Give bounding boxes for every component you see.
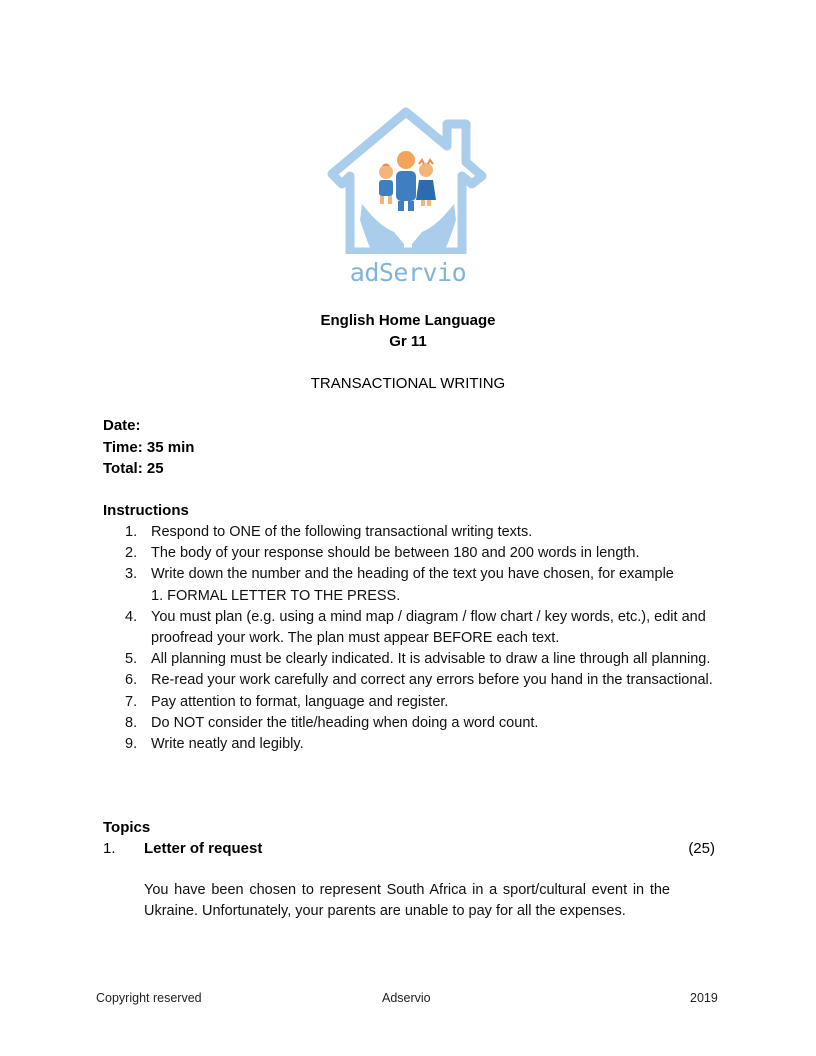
- instruction-number: 1.: [125, 524, 138, 540]
- instruction-item: [103, 607, 715, 649]
- house-family-hands-icon: [322, 104, 494, 254]
- instruction-item: [103, 734, 715, 755]
- document-title: TRANSACTIONAL WRITING: [310, 375, 506, 392]
- footer-brand: Adservio: [382, 991, 431, 1005]
- instruction-text: The body of your response should be between 180 and 200 words in length.: [151, 545, 640, 562]
- instruction-number: 8.: [125, 714, 138, 731]
- instruction-number: 7.: [125, 693, 138, 710]
- footer-copyright: Copyright reserved: [96, 991, 202, 1005]
- instructions-list: [103, 522, 715, 755]
- instruction-text: Write down the number and the heading of the text you have chosen, for example 1. FORMAL LETTER TO THE PRESS.: [151, 566, 674, 604]
- instruction-item: [103, 543, 715, 564]
- instruction-text: Write neatly and legibly.: [151, 736, 304, 753]
- instruction-text: You must plan (e.g. using a mind map / diagram / flow chart / key words, etc.), edit and proofread your work. The plan must appear BEFORE each text.: [151, 608, 706, 647]
- footer-year: 2019: [690, 991, 718, 1005]
- date-field: Date:: [103, 417, 141, 434]
- grade-label: Gr 11: [389, 333, 427, 350]
- topic-description: You have been chosen to represent South Africa in a sport/cultural event in the Ukraine. Unfortunately, your parents are unable to pay for all the expenses.: [144, 882, 670, 920]
- instruction-text: Re-read your work carefully and correct any errors before you hand in the transactional.: [151, 672, 713, 689]
- instruction-number: 4.: [125, 608, 138, 625]
- topic-header-row: [103, 840, 715, 862]
- instruction-item: [103, 713, 715, 734]
- topic-title: Letter of request: [144, 840, 263, 857]
- instruction-item: [103, 670, 715, 691]
- instructions-heading: Instructions: [103, 502, 189, 519]
- instruction-item: [103, 522, 715, 543]
- topic-marks: (25): [688, 840, 715, 857]
- adservio-logo: [322, 104, 494, 292]
- instruction-number: 3.: [125, 566, 138, 583]
- instruction-text: Do NOT consider the title/heading when doing a word count.: [151, 714, 539, 731]
- instruction-item: [103, 649, 715, 670]
- instruction-item: [103, 692, 715, 713]
- instruction-number: 6.: [125, 672, 138, 689]
- instruction-text: Respond to ONE of the following transactional writing texts.: [151, 524, 533, 540]
- topics-heading: Topics: [103, 819, 151, 836]
- instruction-text: All planning must be clearly indicated. It is advisable to draw a line through all planning.: [151, 651, 711, 668]
- logo-wordmark: adServio: [349, 258, 467, 287]
- instruction-number: 9.: [125, 736, 138, 753]
- instruction-text: Pay attention to format, language and register.: [151, 693, 449, 710]
- total-field: Total: 25: [103, 460, 164, 477]
- subject-title: English Home Language: [320, 312, 496, 329]
- instruction-item: [103, 564, 715, 606]
- topic-number: 1.: [103, 840, 116, 857]
- instruction-number: 2.: [125, 545, 138, 562]
- instruction-number: 5.: [125, 651, 138, 668]
- time-field: Time: 35 min: [103, 439, 195, 456]
